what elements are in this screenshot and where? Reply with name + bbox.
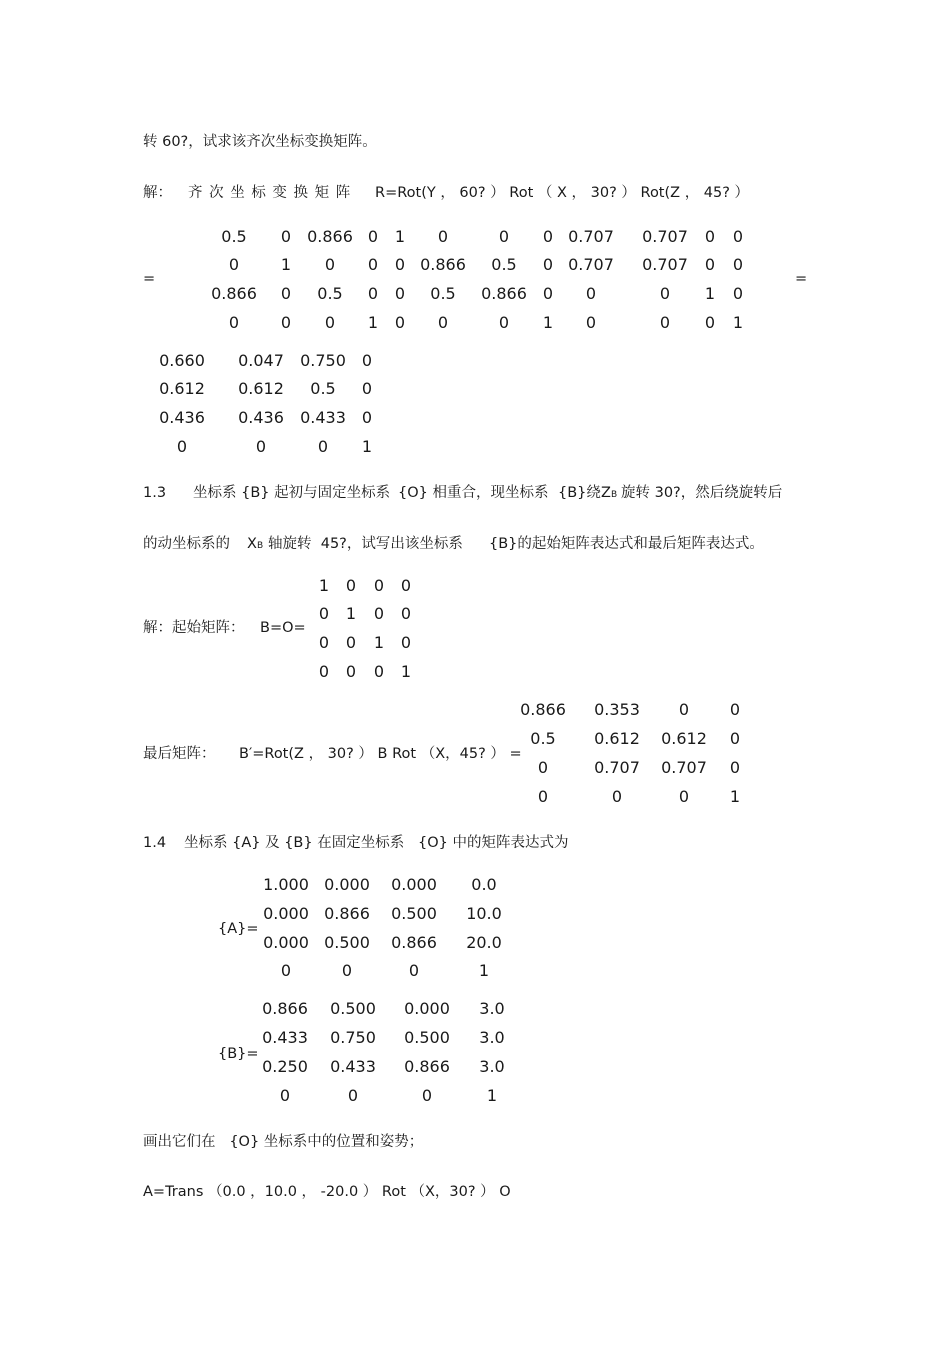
matrix-b-label: {B}= — [218, 1046, 259, 1062]
matrix-cell: 1 — [280, 255, 292, 274]
matrix-cell: 0.047 — [238, 351, 284, 370]
matrix-cell: 10.0 — [466, 904, 502, 923]
matrix-cell: 0.612 — [238, 379, 284, 398]
matrix-cell: 0.612 — [159, 379, 205, 398]
matrix-cell: 0 — [732, 227, 744, 246]
matrix-cell: 0 — [729, 700, 741, 719]
matrix-cell: 0.866 — [420, 255, 466, 274]
matrix-cell: 0 — [704, 227, 716, 246]
continued-text-line: 转 60?，试求该齐次坐标变换矩阵。 — [143, 134, 377, 150]
matrix-cell: 0 — [318, 604, 330, 623]
matrix-cell: 0 — [729, 758, 741, 777]
matrix-cell: 0.000 — [324, 875, 370, 894]
matrix-cell: 1 — [478, 961, 490, 980]
matrix-cell: 0.000 — [263, 933, 309, 952]
matrix-cell: 0 — [280, 961, 292, 980]
problem-text-part-d: 旋转 30?，然后绕旋转后 — [621, 485, 783, 501]
matrix-cell: 0 — [367, 255, 379, 274]
matrix-cell: 0.707 — [661, 758, 707, 777]
final-matrix-expression: B′=Rot(Z ， 30? ） B Rot （X，45? ） = — [239, 746, 522, 762]
matrix-cell: 0.612 — [594, 729, 640, 748]
matrix-cell: 0.707 — [642, 227, 688, 246]
matrix-cell: 0.500 — [391, 904, 437, 923]
matrix-cell: 0.500 — [324, 933, 370, 952]
matrix-cell: 0 — [361, 408, 373, 427]
matrix-cell: 0.5 — [430, 284, 456, 303]
matrix-cell: 0 — [704, 313, 716, 332]
matrix-cell: 0.612 — [661, 729, 707, 748]
matrix-cell: 0 — [361, 379, 373, 398]
section-number-1-3: 1.3 — [143, 485, 167, 501]
matrix-cell: 0.433 — [330, 1057, 376, 1076]
problem-text-part-b: {O} 相重合，现坐标系 — [398, 485, 549, 501]
matrix-cell: 0 — [176, 437, 188, 456]
matrix-cell: 0.866 — [324, 904, 370, 923]
matrix-cell: 0 — [421, 1086, 433, 1105]
matrix-cell: 0.866 — [481, 284, 527, 303]
matrix-cell: 0.436 — [238, 408, 284, 427]
matrix-cell: 0 — [361, 351, 373, 370]
matrix-cell: 0.866 — [262, 999, 308, 1018]
matrix-cell: 0.433 — [262, 1028, 308, 1047]
matrix-cell: 0 — [437, 227, 449, 246]
matrix-a-label: {A}= — [218, 921, 259, 937]
matrix-cell: 0.866 — [307, 227, 353, 246]
equals-sign-right: = — [795, 271, 808, 287]
matrix-cell: 0 — [228, 255, 240, 274]
matrix-cell: 0.000 — [391, 875, 437, 894]
problem-1-4-text: 坐标系 {A} 及 {B} 在固定坐标系 {O} 中的矩阵表达式为 — [184, 835, 569, 851]
matrix-cell: 0 — [341, 961, 353, 980]
matrix-cell: 0.436 — [159, 408, 205, 427]
matrix-cell: 0 — [498, 313, 510, 332]
matrix-cell: 1 — [542, 313, 554, 332]
matrix-cell: 0 — [537, 758, 549, 777]
matrix-cell: 0.707 — [568, 227, 614, 246]
matrix-cell: 0 — [729, 729, 741, 748]
matrix-cell: 1.000 — [263, 875, 309, 894]
matrix-cell: 0.5 — [221, 227, 247, 246]
matrix-cell: 0 — [732, 255, 744, 274]
problem-text-part-a: 坐标系 {B} 起初与固定坐标系 — [193, 485, 391, 501]
matrix-cell: 0 — [318, 662, 330, 681]
matrix-cell: 0 — [373, 576, 385, 595]
matrix-cell: 0 — [400, 576, 412, 595]
matrix-cell: 0 — [280, 284, 292, 303]
matrix-cell: 0 — [542, 284, 554, 303]
matrix-cell: 0 — [659, 284, 671, 303]
matrix-cell: 3.0 — [479, 1057, 505, 1076]
matrix-cell: 1 — [345, 604, 357, 623]
zb-symbol: ZB — [601, 485, 618, 501]
matrix-cell: 0.866 — [211, 284, 257, 303]
matrix-cell: 20.0 — [466, 933, 502, 952]
matrix-cell: 1 — [318, 576, 330, 595]
matrix-cell: 0.433 — [300, 408, 346, 427]
matrix-cell: 1 — [729, 787, 741, 806]
matrix-cell: 0.660 — [159, 351, 205, 370]
matrix-cell: 0 — [347, 1086, 359, 1105]
matrix-cell: 3.0 — [479, 999, 505, 1018]
matrix-cell: 0.000 — [263, 904, 309, 923]
matrix-cell: 0 — [367, 284, 379, 303]
matrix-cell: 0 — [732, 284, 744, 303]
matrix-cell: 0 — [394, 284, 406, 303]
matrix-cell: 0 — [373, 662, 385, 681]
matrix-cell: 0.353 — [594, 700, 640, 719]
matrix-cell: 0.5 — [317, 284, 343, 303]
matrix-cell: 0 — [400, 633, 412, 652]
matrix-cell: 0 — [542, 255, 554, 274]
matrix-cell: 0 — [279, 1086, 291, 1105]
matrix-cell: 0 — [373, 604, 385, 623]
solution-description: 齐 次 坐 标 变 换 矩 阵 — [188, 185, 351, 201]
xb-symbol: XB — [247, 536, 264, 552]
matrix-cell: 0 — [255, 437, 267, 456]
problem-line2-part-b: 轴旋转 45?，试写出该坐标系 — [268, 536, 463, 552]
formula-rot-product: R=Rot(Y ， 60? ） Rot （ X ， 30? ） Rot(Z ， 45? ） — [375, 185, 750, 201]
matrix-cell: 0.707 — [642, 255, 688, 274]
matrix-cell: 0.250 — [262, 1057, 308, 1076]
matrix-cell: 0 — [324, 255, 336, 274]
matrix-cell: 0 — [367, 227, 379, 246]
initial-matrix-expression: B=O= — [260, 620, 306, 636]
matrix-cell: 0 — [394, 255, 406, 274]
matrix-cell: 0.0 — [471, 875, 497, 894]
matrix-cell: 0.5 — [491, 255, 517, 274]
matrix-cell: 0.5 — [530, 729, 556, 748]
matrix-cell: 0.866 — [520, 700, 566, 719]
problem-text-part-c: {B}绕 — [558, 485, 601, 501]
matrix-cell: 0.707 — [594, 758, 640, 777]
matrix-cell: 0 — [318, 633, 330, 652]
matrix-cell: 0.500 — [330, 999, 376, 1018]
a-transform-expression: A=Trans （0.0 ，10.0 ， -20.0 ） Rot （X，30? ） O — [143, 1184, 511, 1200]
matrix-cell: 0.707 — [568, 255, 614, 274]
matrix-cell: 0 — [498, 227, 510, 246]
matrix-cell: 0 — [324, 313, 336, 332]
matrix-cell: 1 — [373, 633, 385, 652]
matrix-cell: 3.0 — [479, 1028, 505, 1047]
section-number-1-4: 1.4 — [143, 835, 167, 851]
matrix-cell: 0 — [345, 633, 357, 652]
draw-instruction: 画出它们在 {O} 坐标系中的位置和姿势； — [143, 1134, 424, 1150]
matrix-cell: 0 — [585, 284, 597, 303]
matrix-cell: 0 — [408, 961, 420, 980]
matrix-cell: 0 — [704, 255, 716, 274]
matrix-cell: 1 — [486, 1086, 498, 1105]
matrix-cell: 0 — [678, 700, 690, 719]
matrix-cell: 0 — [228, 313, 240, 332]
matrix-cell: 1 — [400, 662, 412, 681]
matrix-cell: 0 — [345, 576, 357, 595]
matrix-cell: 0 — [542, 227, 554, 246]
matrix-cell: 0 — [537, 787, 549, 806]
matrix-cell: 0.5 — [310, 379, 336, 398]
problem-line2-part-c: {B}的起始矩阵表达式和最后矩阵表达式。 — [489, 536, 764, 552]
matrix-cell: 0 — [437, 313, 449, 332]
matrix-cell: 0 — [345, 662, 357, 681]
matrix-cell: 0.500 — [404, 1028, 450, 1047]
matrix-cell: 0 — [400, 604, 412, 623]
matrix-cell: 0 — [585, 313, 597, 332]
matrix-cell: 1 — [367, 313, 379, 332]
matrix-cell: 0.866 — [404, 1057, 450, 1076]
matrix-cell: 0 — [280, 313, 292, 332]
matrix-cell: 1 — [394, 227, 406, 246]
matrix-cell: 0.000 — [404, 999, 450, 1018]
matrix-cell: 0 — [611, 787, 623, 806]
final-matrix-label: 最后矩阵： — [143, 746, 216, 762]
matrix-cell: 0 — [394, 313, 406, 332]
matrix-cell: 0 — [317, 437, 329, 456]
problem-line2-part-a: 的动坐标系的 — [143, 536, 230, 552]
matrix-cell: 0 — [659, 313, 671, 332]
matrix-cell: 0.750 — [330, 1028, 376, 1047]
equals-sign-left: = — [143, 271, 156, 287]
matrix-cell: 1 — [732, 313, 744, 332]
matrix-cell: 0 — [280, 227, 292, 246]
matrix-cell: 1 — [361, 437, 373, 456]
matrix-cell: 1 — [704, 284, 716, 303]
matrix-cell: 0.750 — [300, 351, 346, 370]
matrix-cell: 0 — [678, 787, 690, 806]
solution-label: 解： — [143, 185, 172, 201]
initial-matrix-label: 解：起始矩阵： — [143, 620, 245, 636]
matrix-cell: 0.866 — [391, 933, 437, 952]
